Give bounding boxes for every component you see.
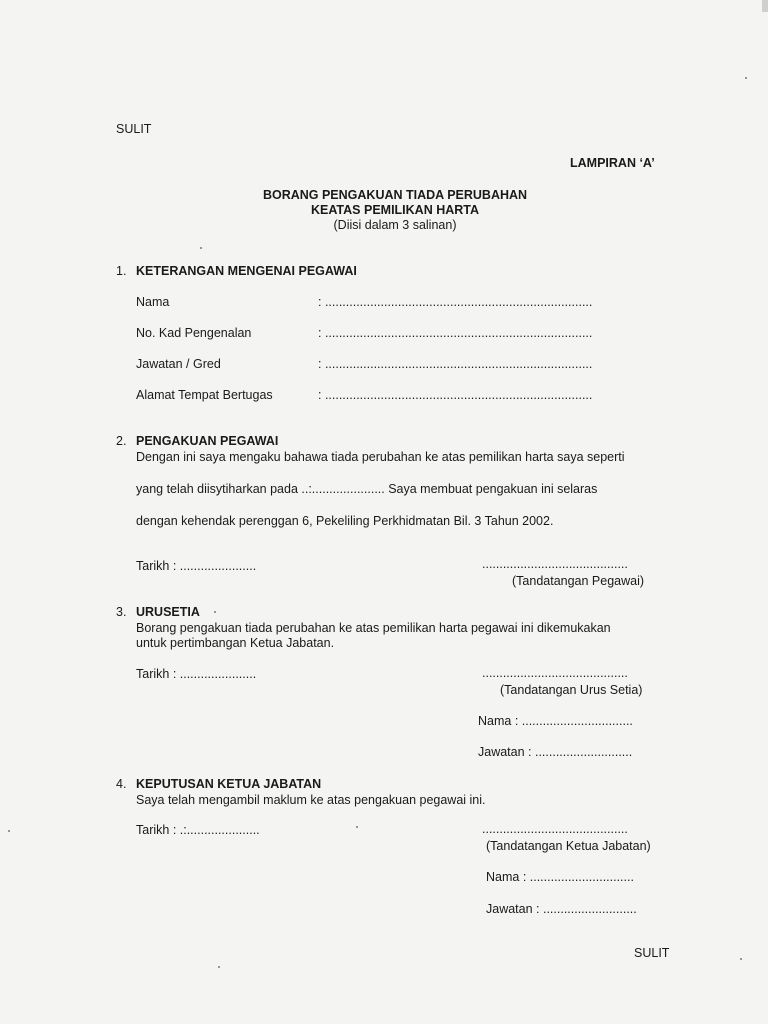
- scan-speck: [200, 247, 202, 249]
- section-2-line-3: dengan kehendak perenggan 6, Pekeliling Perkhidmatan Bil. 3 Tahun 2002.: [136, 514, 554, 528]
- field-label-kad-pengenalan: No. Kad Pengenalan: [136, 326, 252, 340]
- scan-speck: [218, 966, 220, 968]
- lampiran-label: LAMPIRAN ‘A’: [570, 156, 655, 170]
- section-3-heading: URUSETIA: [136, 605, 200, 619]
- scan-edge-mark: [762, 0, 768, 12]
- section-4-heading: KEPUTUSAN KETUA JABATAN: [136, 777, 322, 791]
- sulit-top: SULIT: [116, 122, 152, 136]
- field-value-alamat[interactable]: : .............................................................................: [318, 388, 593, 402]
- scan-speck: [8, 830, 10, 832]
- section-3-number: 3.: [116, 605, 127, 619]
- title-line-1: BORANG PENGAKUAN TIADA PERUBAHAN: [262, 188, 528, 202]
- section-2-number: 2.: [116, 434, 127, 448]
- field-label-nama: Nama: [136, 295, 170, 309]
- section-4-name[interactable]: Nama : ..............................: [486, 870, 634, 884]
- section-2-date[interactable]: Tarikh : ......................: [136, 559, 257, 573]
- field-label-jawatan-gred: Jawatan / Gred: [136, 357, 221, 371]
- section-3-name[interactable]: Nama : ................................: [478, 714, 633, 728]
- section-1-number: 1.: [116, 264, 127, 278]
- section-4-date[interactable]: Tarikh : .:.....................: [136, 823, 260, 837]
- section-4-text: Saya telah mengambil maklum ke atas pengakuan pegawai ini.: [136, 793, 486, 807]
- section-4-signature-label: (Tandatangan Ketua Jabatan): [486, 839, 651, 853]
- section-2-line-2: yang telah diisytiharkan pada ..:..................... Saya membuat pengakuan ini selaras: [136, 482, 598, 496]
- section-2-heading: PENGAKUAN PEGAWAI: [136, 434, 279, 448]
- field-label-alamat: Alamat Tempat Bertugas: [136, 388, 273, 402]
- field-value-jawatan-gred[interactable]: : .............................................................................: [318, 357, 593, 371]
- sulit-bottom: SULIT: [634, 946, 670, 960]
- section-2-line-1: Dengan ini saya mengaku bahawa tiada perubahan ke atas pemilikan harta saya seperti: [136, 450, 625, 464]
- field-value-kad-pengenalan[interactable]: : .............................................................................: [318, 326, 593, 340]
- title-line-2: KEATAS PEMILIKAN HARTA: [310, 203, 480, 217]
- section-4-number: 4.: [116, 777, 127, 791]
- section-4-signature-line[interactable]: ..........................................: [482, 822, 628, 836]
- section-3-text-line-2: untuk pertimbangan Ketua Jabatan.: [136, 636, 335, 650]
- scan-speck: [214, 611, 216, 613]
- scan-speck: [745, 77, 747, 79]
- section-3-date[interactable]: Tarikh : ......................: [136, 667, 257, 681]
- scan-speck: [356, 826, 358, 828]
- section-3-signature-label: (Tandatangan Urus Setia): [500, 683, 643, 697]
- section-3-text-line-1: Borang pengakuan tiada perubahan ke atas pemilikan harta pegawai ini dikemukakan: [136, 621, 611, 635]
- field-value-nama[interactable]: : .............................................................................: [318, 295, 593, 309]
- section-3-signature-line[interactable]: ..........................................: [482, 666, 628, 680]
- section-4-position[interactable]: Jawatan : ...........................: [486, 902, 637, 916]
- section-3-position[interactable]: Jawatan : ............................: [478, 745, 633, 759]
- section-2-signature-label: (Tandatangan Pegawai): [512, 574, 645, 588]
- section-2-signature-line[interactable]: ..........................................: [482, 557, 628, 571]
- title-subtitle: (Diisi dalam 3 salinan): [333, 218, 457, 232]
- section-1-heading: KETERANGAN MENGENAI PEGAWAI: [136, 264, 357, 278]
- scan-speck: [740, 958, 742, 960]
